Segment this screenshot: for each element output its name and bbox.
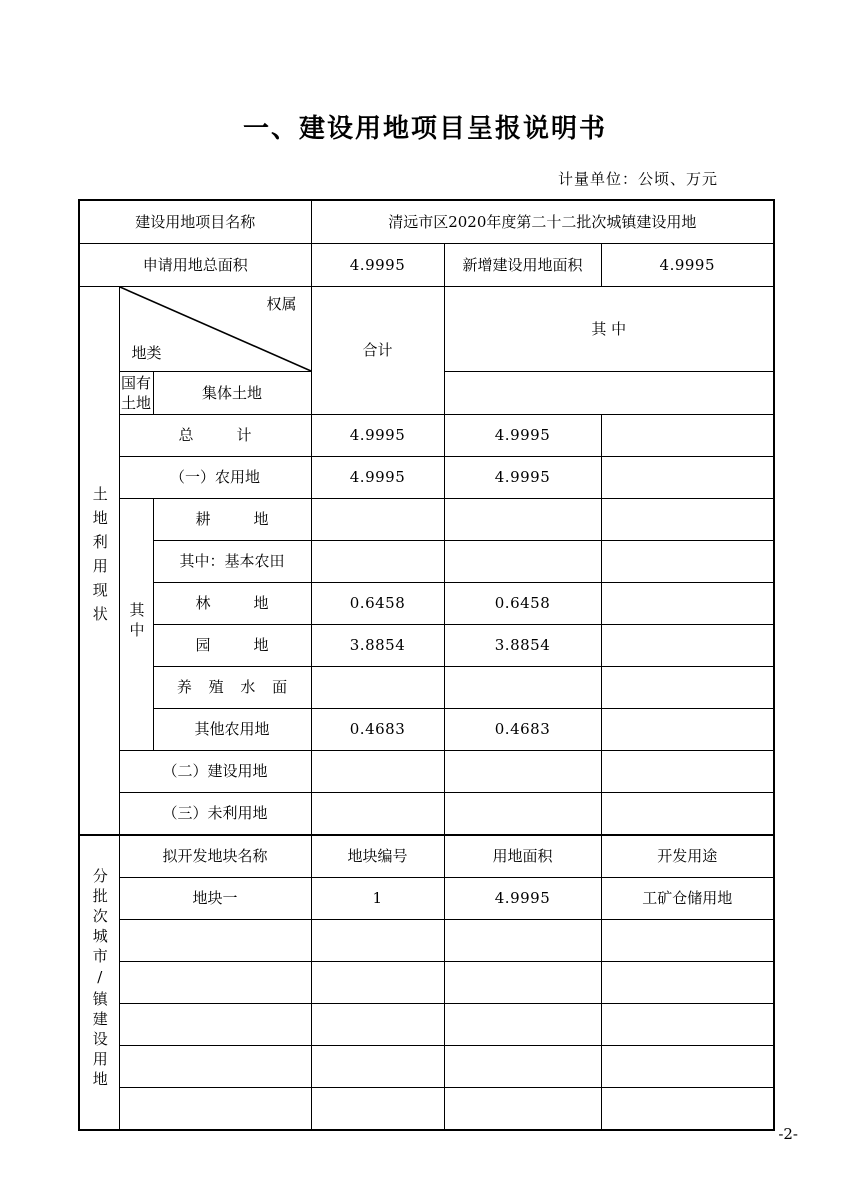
- row-state-value: [444, 751, 601, 793]
- applied-area-value: 4.9995: [311, 244, 444, 287]
- row-total-value: 4.9995: [311, 457, 444, 499]
- parcel-code: [311, 1088, 444, 1131]
- table-row-parcel: [79, 1004, 774, 1046]
- row-state-value: [444, 499, 601, 541]
- row-label: （三）未利用地: [119, 793, 311, 836]
- row-collective-value: [601, 667, 774, 709]
- table-row-basic-farmland: [79, 541, 774, 583]
- parcel-purpose: [601, 962, 774, 1004]
- row-label: 林 地: [153, 583, 311, 625]
- row-state-value: [444, 793, 601, 836]
- row-total-value: 3.8854: [311, 625, 444, 667]
- side-label-batch-section-text: 分批次城市/镇建设用地: [90, 868, 109, 1092]
- parcel-purpose: [601, 1046, 774, 1088]
- table-row-parcel: [79, 1088, 774, 1131]
- row-state-value: 0.4683: [444, 709, 601, 751]
- parcel-header-purpose: 开发用途: [601, 835, 774, 878]
- row-label: 园 地: [153, 625, 311, 667]
- table-row-aquaculture-surface: [79, 667, 774, 709]
- row-total-value: 0.6458: [311, 583, 444, 625]
- parcel-area: 4.9995: [444, 878, 601, 920]
- row-collective-value: [601, 457, 774, 499]
- row-state-value: 4.9995: [444, 457, 601, 499]
- parcel-name: [119, 920, 311, 962]
- header-ownership-label: 权属: [266, 295, 297, 313]
- header-collective-label: 集体土地: [153, 372, 311, 415]
- project-name-value: 清远市区2020年度第二十二批次城镇建设用地: [311, 200, 774, 244]
- row-state-value: [444, 541, 601, 583]
- parcel-area: [444, 962, 601, 1004]
- table-row-forest-land: [79, 583, 774, 625]
- parcel-name: 地块一: [119, 878, 311, 920]
- parcel-purpose: [601, 920, 774, 962]
- project-name-label: 建设用地项目名称: [79, 200, 311, 244]
- table-row-parcel: [79, 962, 774, 1004]
- parcel-header-name: 拟开发地块名称: [119, 835, 311, 878]
- parcel-purpose: 工矿仓储用地: [601, 878, 774, 920]
- table-row-applied-area: [79, 244, 774, 287]
- side-label-batch-section: [79, 835, 119, 1130]
- table-row-construction-land: [79, 751, 774, 793]
- new-construction-area-value: 4.9995: [601, 244, 774, 287]
- row-total-value: 4.9995: [311, 415, 444, 457]
- parcel-code: [311, 962, 444, 1004]
- row-state-value: 3.8854: [444, 625, 601, 667]
- table-row-parcel: [79, 920, 774, 962]
- row-total-value: [311, 751, 444, 793]
- table-row-other-agricultural-land: [79, 709, 774, 751]
- side-label-land-use-status-text: 土地利用现状: [90, 485, 109, 630]
- row-collective-value: [601, 583, 774, 625]
- side-label-among-text: 其中: [127, 601, 146, 642]
- measurement-unit-note: 计量单位：公顷、万元: [557, 170, 718, 188]
- row-collective-value: [601, 625, 774, 667]
- row-label: 耕 地: [153, 499, 311, 541]
- page-title: 一、建设用地项目呈报说明书: [242, 114, 607, 144]
- row-state-value: [444, 667, 601, 709]
- row-label: 养 殖 水 面: [153, 667, 311, 709]
- parcel-name: [119, 962, 311, 1004]
- parcel-name: [119, 1088, 311, 1131]
- parcel-name: [119, 1004, 311, 1046]
- row-state-value: 4.9995: [444, 415, 601, 457]
- row-collective-value: [601, 709, 774, 751]
- table-row-parcel: [79, 1046, 774, 1088]
- row-label: （二）建设用地: [119, 751, 311, 793]
- row-total-value: [311, 541, 444, 583]
- row-total-value: 0.4683: [311, 709, 444, 751]
- row-collective-value: [601, 793, 774, 836]
- land-use-report-table: [78, 199, 773, 1131]
- diagonal-header-cell: [119, 287, 311, 372]
- row-collective-value: [601, 499, 774, 541]
- parcel-code: [311, 1004, 444, 1046]
- row-total-value: [311, 667, 444, 709]
- row-total-value: [311, 793, 444, 836]
- parcel-purpose: [601, 1004, 774, 1046]
- row-label: （一）农用地: [119, 457, 311, 499]
- parcel-header-code: 地块编号: [311, 835, 444, 878]
- new-construction-area-label: 新增建设用地面积: [444, 244, 601, 287]
- parcel-area: [444, 920, 601, 962]
- page-number: -2-: [778, 1125, 798, 1143]
- table-row-agricultural-land: [79, 457, 774, 499]
- table-row-parcel: [79, 878, 774, 920]
- header-state-owned-label: 国有土地: [119, 372, 153, 415]
- header-among-label: 其 中: [444, 287, 774, 372]
- table-row-total: [79, 415, 774, 457]
- row-state-value: 0.6458: [444, 583, 601, 625]
- parcel-area: [444, 1004, 601, 1046]
- parcel-code: [311, 1046, 444, 1088]
- parcel-area: [444, 1088, 601, 1131]
- row-collective-value: [601, 541, 774, 583]
- parcel-name: [119, 1046, 311, 1088]
- row-collective-value: [601, 415, 774, 457]
- header-total-label: 合计: [311, 287, 444, 415]
- parcel-code: 1: [311, 878, 444, 920]
- row-label: 其他农用地: [153, 709, 311, 751]
- table-row-cultivated-land: [79, 499, 774, 541]
- side-label-among: [119, 499, 153, 751]
- table-row-project-name: [79, 200, 774, 244]
- applied-area-label: 申请用地总面积: [79, 244, 311, 287]
- parcel-purpose: [601, 1088, 774, 1131]
- parcel-area: [444, 1046, 601, 1088]
- row-collective-value: [601, 751, 774, 793]
- header-landtype-label: 地类: [131, 343, 162, 362]
- row-label: 其中：基本农田: [153, 541, 311, 583]
- table-row-header-ownership: [79, 287, 774, 372]
- table-row-unused-land: [79, 793, 774, 836]
- side-label-land-use-status: [79, 287, 119, 836]
- parcel-header-area: 用地面积: [444, 835, 601, 878]
- table-row-garden-land: [79, 625, 774, 667]
- row-total-value: [311, 499, 444, 541]
- table-row-parcel-header: [79, 835, 774, 878]
- row-label: 总 计: [119, 415, 311, 457]
- parcel-code: [311, 920, 444, 962]
